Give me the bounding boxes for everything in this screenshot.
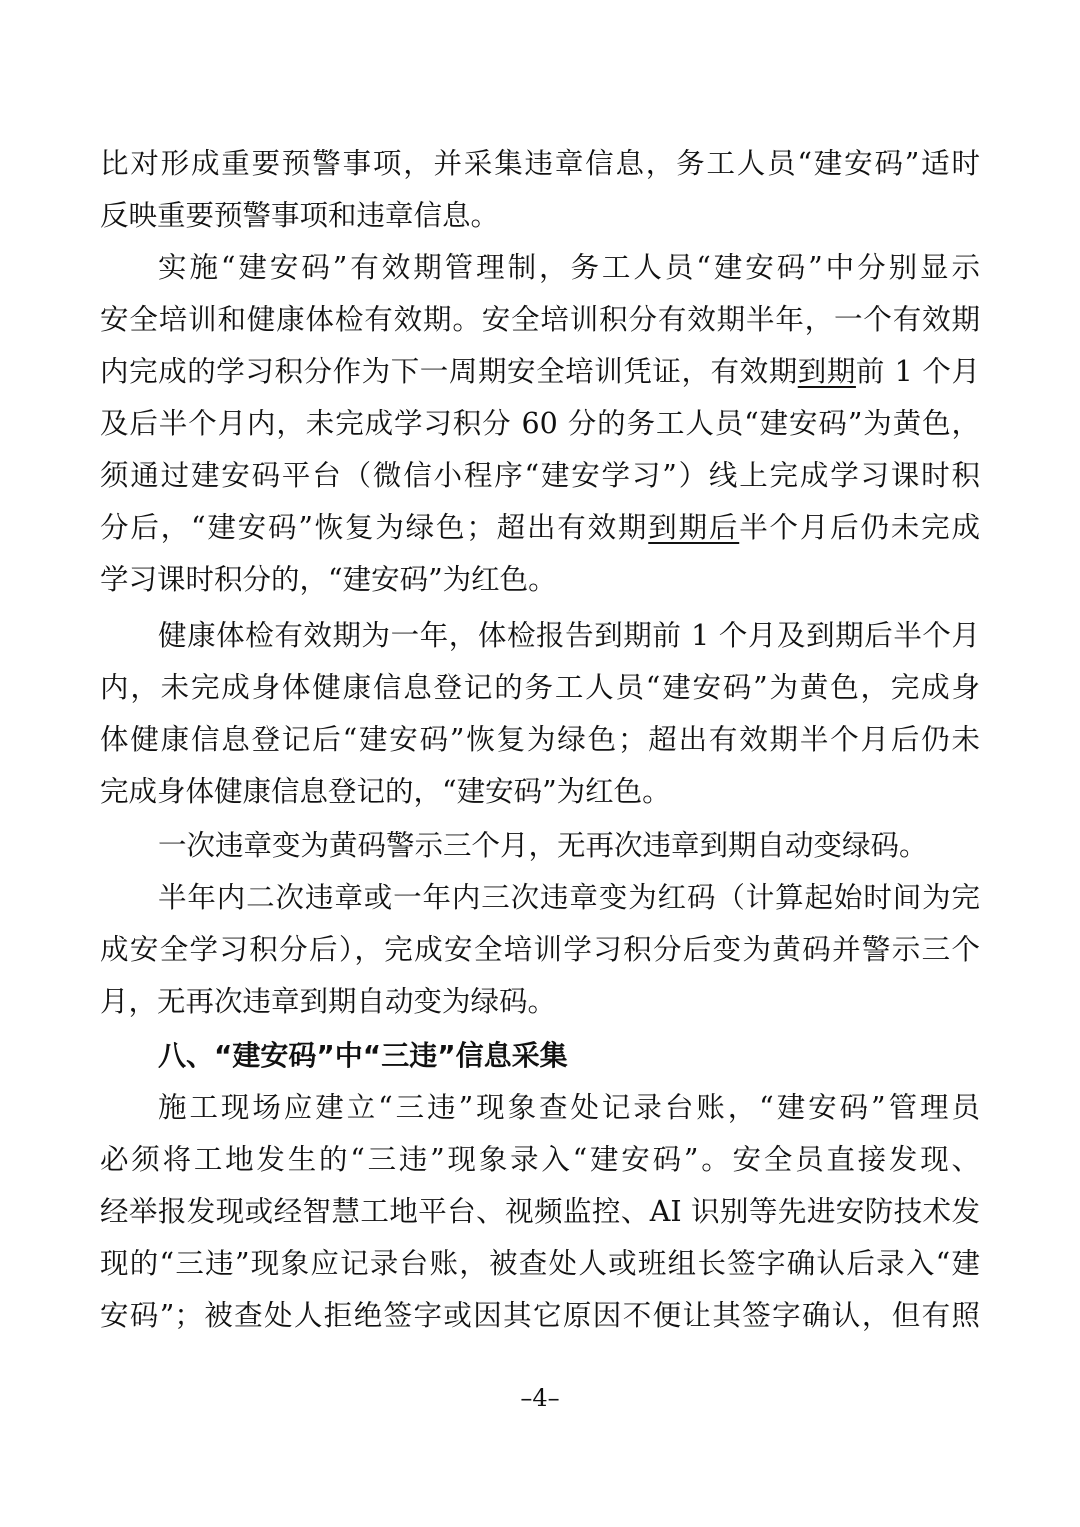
text-segment: 分后，“建安码”恢复为绿色；超出有效期: [100, 511, 649, 544]
paragraph-line: 月，无再次违章到期自动变为绿码。: [100, 985, 557, 1018]
paragraph-line: [100, 352, 980, 392]
paragraph-line: 成安全学习积分后），完成安全培训学习积分后变为黄码并警示三个: [100, 933, 980, 966]
paragraph-line: 健康体检有效期为一年，体检报告到期前 1 个月及到期后半个月: [158, 619, 980, 652]
text-segment: 半个月后仍未完成: [739, 511, 980, 544]
paragraph-line: 须通过建安码平台（微信小程序“建安学习”）线上完成学习课时积: [100, 459, 980, 492]
paragraph-line: 学习课时积分的，“建安码”为红色。: [100, 563, 557, 596]
paragraph-line: 必须将工地发生的“三违”现象录入“建安码”。安全员直接发现、: [100, 1143, 980, 1176]
paragraph-line: 完成身体健康信息登记的，“建安码”为红色。: [100, 775, 671, 808]
paragraph-line: 半年内二次违章或一年内三次违章变为红码（计算起始时间为完: [158, 881, 980, 914]
underlined-text: 到期: [797, 355, 856, 388]
text-segment: 内完成的学习积分作为下一周期安全培训凭证，有效期: [100, 355, 798, 388]
underlined-text: 到期后: [648, 511, 740, 544]
paragraph-line: 经举报发现或经智慧工地平台、视频监控、AI 识别等先进安防技术发: [100, 1195, 980, 1228]
paragraph-line: 体健康信息登记后“建安码”恢复为绿色；超出有效期半个月后仍未: [100, 723, 980, 756]
paragraph-line: 安码”；被查处人拒绝签字或因其它原因不便让其签字确认，但有照: [100, 1299, 980, 1332]
page-number: –4–: [520, 1384, 560, 1412]
paragraph-line: 及后半个月内，未完成学习积分 60 分的务工人员“建安码”为黄色，: [100, 407, 980, 440]
text-segment: 前 1 个月: [855, 355, 980, 388]
paragraph-line: 一次违章变为黄码警示三个月，无再次违章到期自动变绿码。: [158, 829, 928, 862]
section-heading: 八、“建安码”中“三违”信息采集: [158, 1039, 568, 1072]
paragraph-line: 现的“三违”现象应记录台账，被查处人或班组长签字确认后录入“建: [100, 1247, 980, 1280]
paragraph-line: 比对形成重要预警事项，并采集违章信息，务工人员“建安码”适时: [100, 147, 980, 180]
paragraph-line: 反映重要预警事项和违章信息。: [100, 199, 500, 232]
paragraph-line: 实施“建安码”有效期管理制，务工人员“建安码”中分别显示: [158, 251, 980, 284]
paragraph-line: 内，未完成身体健康信息登记的务工人员“建安码”为黄色，完成身: [100, 671, 980, 704]
paragraph-line: 安全培训和健康体检有效期。安全培训积分有效期半年，一个有效期: [100, 303, 980, 336]
paragraph-line: 施工现场应建立“三违”现象查处记录台账，“建安码”管理员: [158, 1091, 980, 1124]
paragraph-line: [100, 508, 980, 548]
